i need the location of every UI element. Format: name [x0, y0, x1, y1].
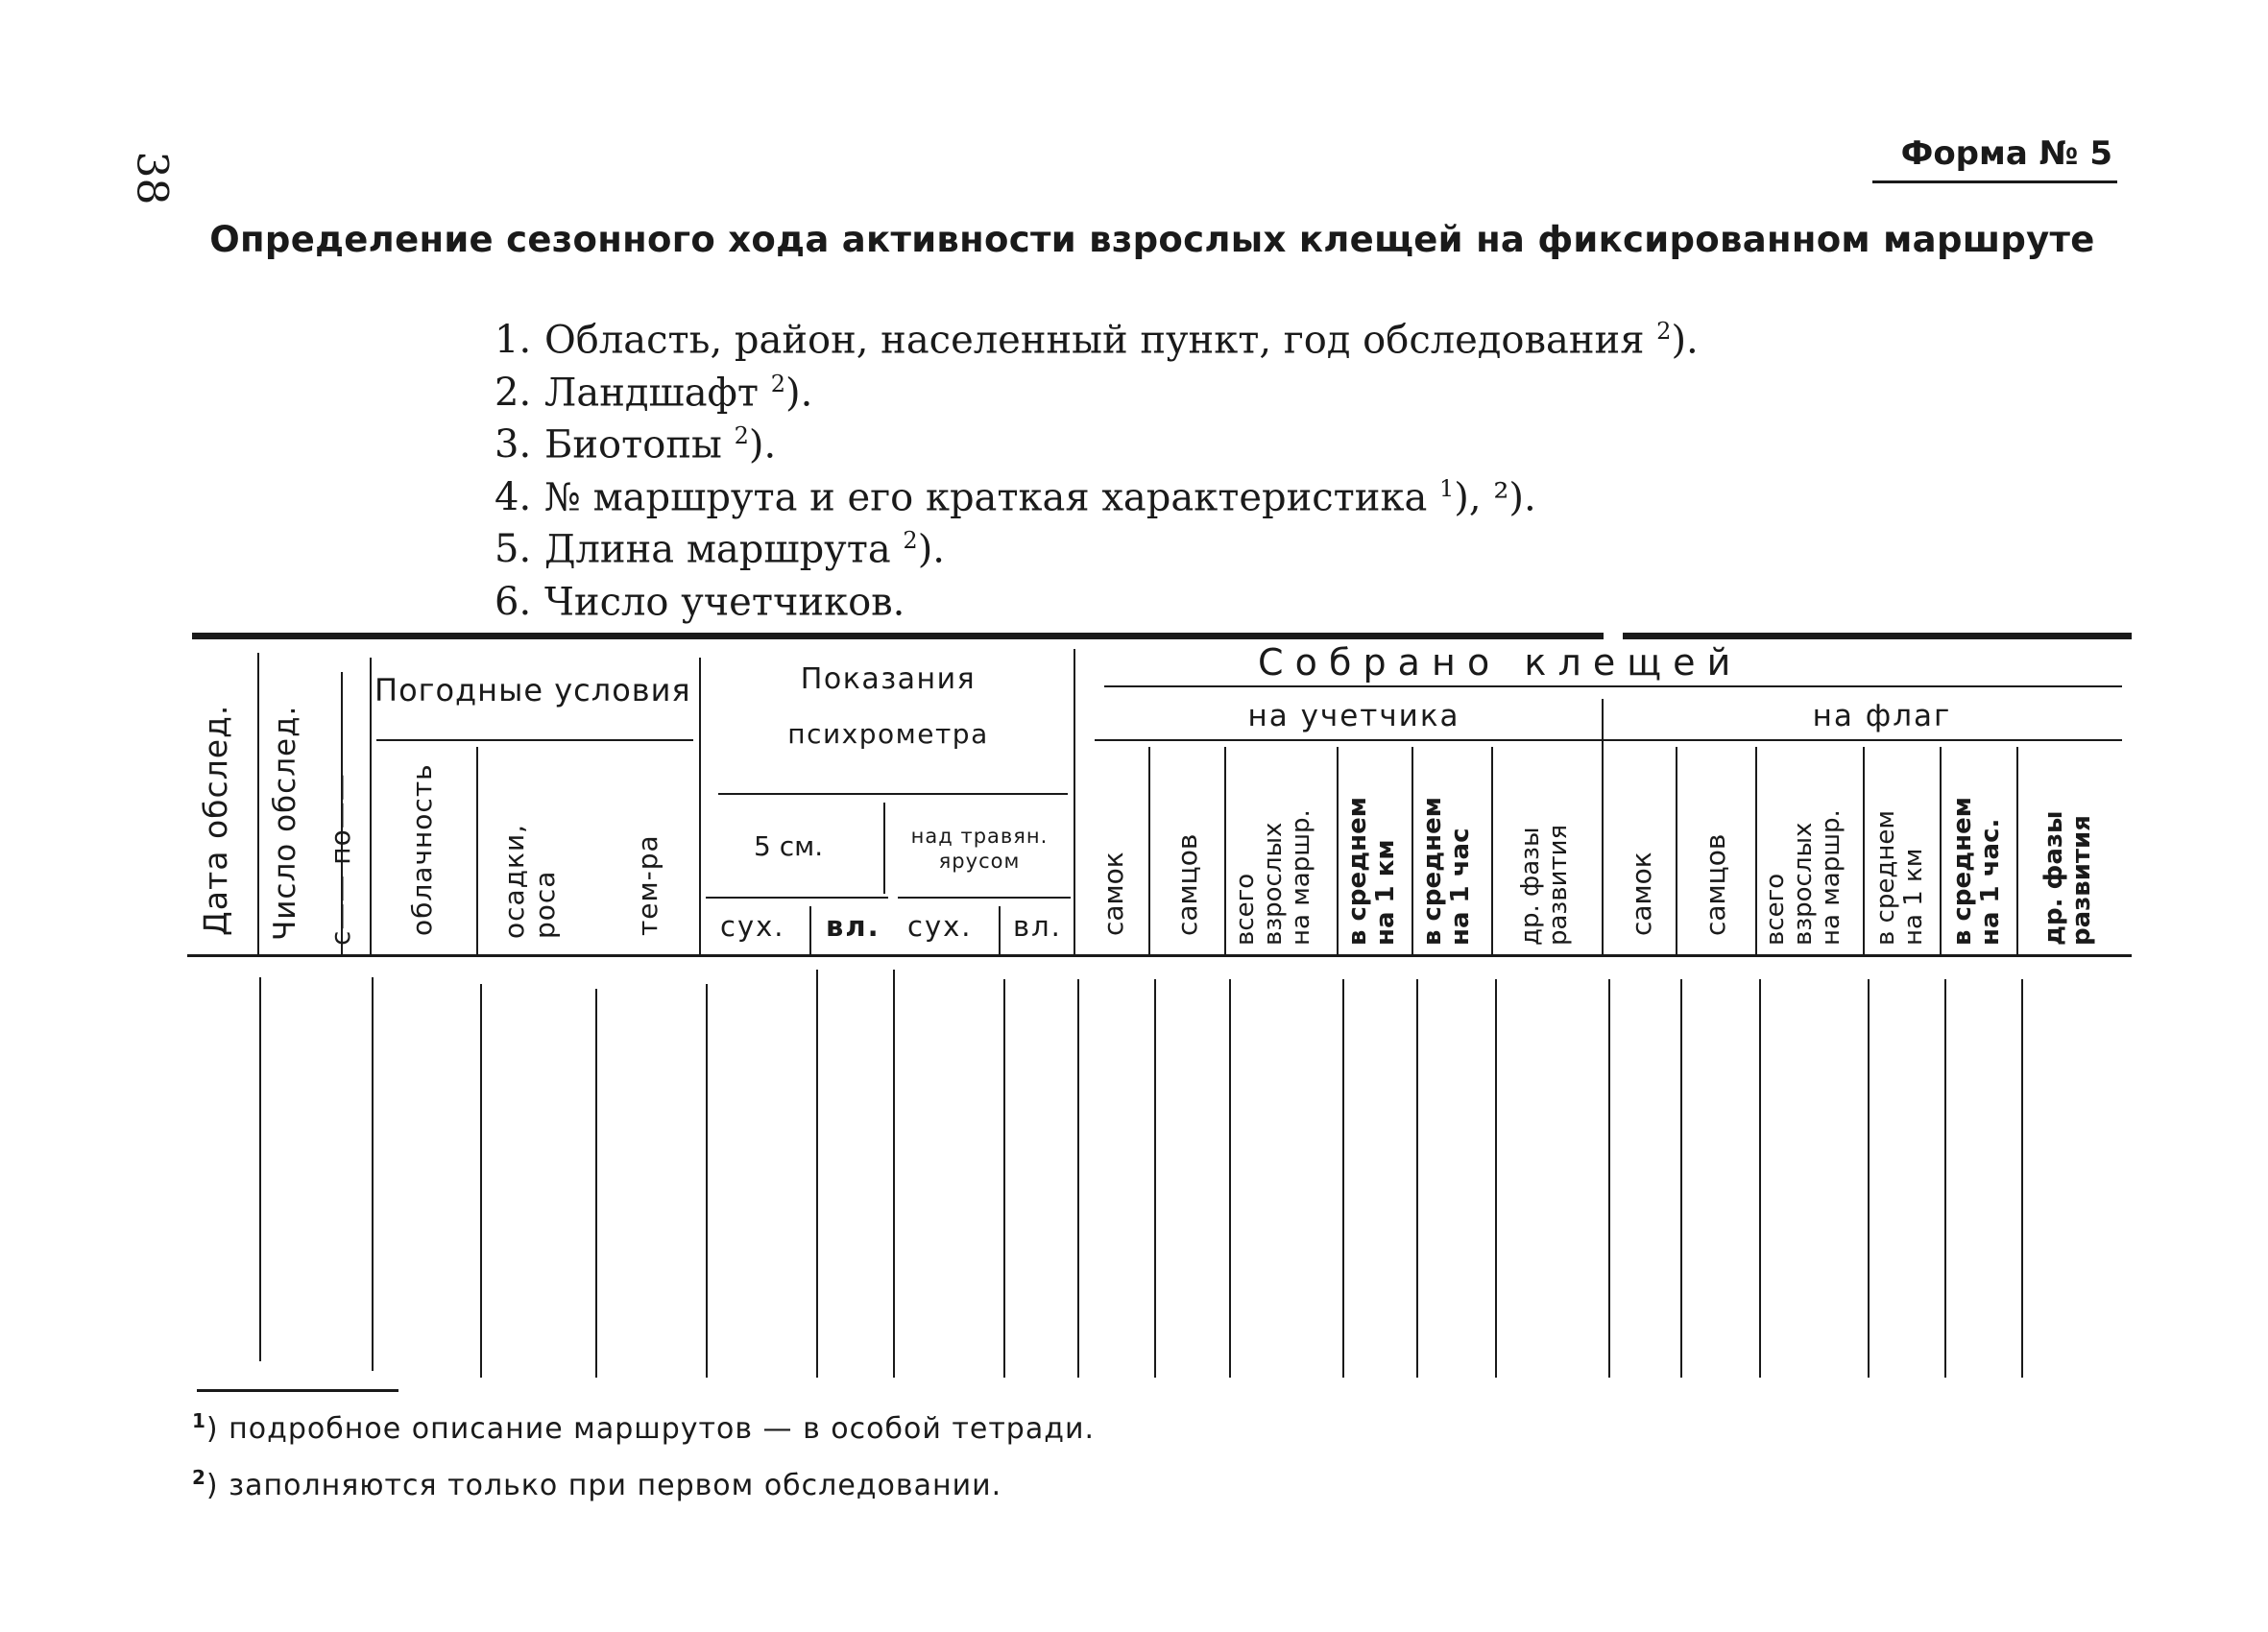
column-rule — [699, 658, 701, 954]
column-rule — [1602, 699, 1604, 954]
body-column-rule — [1759, 979, 1761, 1378]
body-column-rule — [372, 977, 374, 1371]
table-top-rule — [1623, 633, 2132, 639]
footnote-2: $^2$) заполняются только при первом обследовании. — [192, 1466, 1002, 1502]
body-column-rule — [1868, 979, 1870, 1378]
body-column-rule — [259, 977, 261, 1361]
body-column-rule — [1077, 979, 1079, 1378]
column-rule — [476, 747, 478, 954]
footnote-1: $^1$) подробное описание маршрутов — в особой тетради. — [192, 1409, 1095, 1446]
column-rule — [1676, 747, 1677, 954]
column-males: самцов — [1700, 833, 1731, 936]
body-column-rule — [1154, 979, 1156, 1378]
dry-bulb-label: сух. — [907, 910, 973, 943]
column-rule — [883, 803, 885, 894]
column-rule — [1337, 747, 1339, 954]
list-item: 3. Биотопы $^2$). — [495, 422, 777, 468]
column-rule — [1863, 747, 1865, 954]
column-avg-per-hour: в среднем на 1 час. — [1948, 796, 2005, 946]
column-females: самок — [1626, 852, 1657, 936]
body-column-rule — [1608, 979, 1610, 1378]
body-column-rule — [893, 970, 895, 1378]
page-title: Определение сезонного хода активности взрослых клещей на фиксированном маршруте — [209, 219, 2095, 260]
column-total-adults: всего взрослых на маршр. — [1231, 809, 1315, 946]
column-rule — [2016, 747, 2018, 954]
column-total-adults: всего взрослых на маршр. — [1761, 809, 1846, 946]
column-rule — [370, 658, 372, 954]
column-rule — [1940, 747, 1942, 954]
column-females: самок — [1098, 852, 1129, 936]
body-column-rule — [706, 984, 708, 1378]
column-avg-per-km: в среднем на 1 км — [1343, 796, 1400, 946]
body-column-rule — [2021, 979, 2023, 1378]
header-rule — [1095, 739, 2122, 741]
body-column-rule — [1680, 979, 1682, 1378]
column-rule — [257, 653, 259, 954]
column-temperature: тем-ра — [632, 834, 664, 936]
column-avg-per-km: в среднем на 1 км — [1871, 810, 1928, 946]
column-period: с—— по—— — [325, 773, 356, 946]
body-column-rule — [1944, 979, 1946, 1378]
per-counter-header: на учетчика — [1247, 699, 1460, 733]
collected-ticks-header: С о б р а н о к л е щ е й — [1258, 641, 1731, 684]
header-rule — [898, 897, 1071, 899]
list-item: 1. Область, район, населенный пункт, год обследования $^2$). — [495, 318, 1699, 363]
column-rule — [1491, 747, 1493, 954]
psychrometer-above-grass: над травян. ярусом — [910, 825, 1049, 873]
body-column-rule — [1342, 979, 1344, 1378]
column-rule — [1224, 747, 1226, 954]
column-rule — [1074, 649, 1075, 954]
form-number: Форма № 5 — [1900, 134, 2112, 173]
footnote-rule — [197, 1389, 398, 1392]
column-rule — [809, 906, 811, 954]
table-top-rule — [192, 633, 1604, 639]
column-cloudiness: облачность — [406, 763, 438, 936]
column-count: Число обслед. — [268, 705, 302, 941]
column-rule — [1148, 747, 1150, 954]
wet-bulb-label: вл. — [826, 910, 881, 943]
body-column-rule — [595, 989, 597, 1378]
list-item: 4. № маршрута и его краткая характеристика $^1$), ²). — [495, 474, 1536, 519]
list-item: 5. Длина маршрута $^2$). — [495, 527, 946, 572]
header-rule — [706, 897, 888, 899]
body-column-rule — [480, 984, 482, 1378]
body-column-rule — [1495, 979, 1497, 1378]
column-avg-per-hour: в среднем на 1 час — [1418, 796, 1475, 946]
psychrometer-5cm: 5 см. — [754, 830, 824, 862]
column-males: самцов — [1171, 833, 1203, 936]
column-date: Дата обслед. — [197, 704, 234, 936]
page-number: 38 — [127, 151, 177, 205]
header-bottom-rule — [187, 954, 2132, 957]
column-other-phases: др. фазы развития — [2039, 810, 2096, 946]
column-precipitation: осадки, роса — [498, 823, 561, 939]
dry-bulb-label: сух. — [720, 910, 785, 943]
header-rule — [1104, 685, 2122, 687]
column-rule — [1755, 747, 1757, 954]
list-item: 6. Число учетчиков. — [495, 579, 905, 624]
weather-header: Погодные условия — [374, 672, 691, 708]
column-rule — [1411, 747, 1413, 954]
column-other-phases: др. фазы развития — [1516, 824, 1573, 946]
form-fields-list — [495, 305, 1699, 624]
header-rule — [718, 793, 1068, 795]
body-column-rule — [1416, 979, 1418, 1378]
column-rule — [999, 906, 1001, 954]
wet-bulb-label: вл. — [1013, 910, 1062, 943]
psychrometer-header-line1: Показания — [800, 662, 977, 696]
per-flag-header: на флаг — [1812, 699, 1952, 733]
body-column-rule — [816, 970, 818, 1378]
form-number-underline — [1872, 180, 2117, 183]
psychrometer-header-line2: психрометра — [787, 718, 989, 750]
body-column-rule — [1003, 979, 1005, 1378]
body-column-rule — [1229, 979, 1231, 1378]
list-item: 2. Ландшафт $^2$). — [495, 370, 813, 415]
header-rule — [376, 739, 693, 741]
